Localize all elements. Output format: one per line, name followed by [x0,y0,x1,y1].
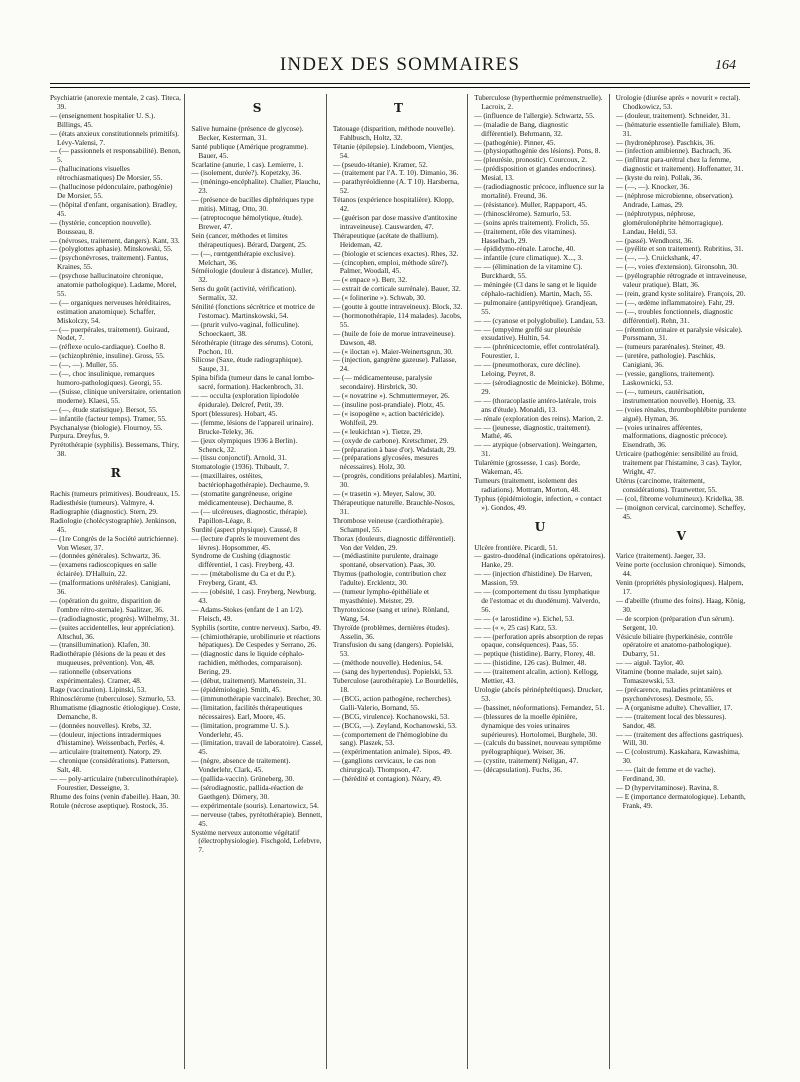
index-entry: Syphilis (sortite, contre nerveux). Sarbo, 49. [191,622,321,632]
index-entry: — (précarence, maladies printanières et psychonévroses). Desmole, 55. [615,685,732,703]
index-entry: Radiothérapie (lésions de la peau et des muqueuses, prévention). Von, 48. [50,649,166,668]
index-entry: — — (empyème greffé sur pleurésie exsudative). Hultin, 54. [474,324,582,343]
index-entry: — (— organiques nerveuses héréditaires, estimation anatomique). Schaffer, Miskolczy, 54. [50,297,171,325]
index-entry: Venin (propriétés physiologiques). Halpern, 17. [615,578,744,597]
index-entry: Rage (vaccination). Lipinski, 53. [50,685,147,694]
index-entry: — Adams-Stokes (enfant de 1 an 1/2). Fleisch, 49. [191,604,304,623]
index-entry: Thorax (douleurs, diagnostic différentiel). Von der Velden, 29. [332,533,456,552]
index-entry: — (traitement par l'A. T. 10). Dimanio, 36. [332,168,459,178]
index-entry: Sénilité (fonctions sécrétrice et motrice de l'estomac). Martinskowski, 54. [191,302,315,320]
index-entry: Urologie (abcès périnéphrétiques). Drucker, 53. [474,685,603,703]
index-entry: — pulmonaire (antipyrétique). Grandjean, 55. [474,297,598,316]
index-entry: — (chimiothérapie, urobilinurie et réactions hépatiques). De Cespedes y Serrano, 26. [191,631,321,650]
index-entry: — (infiltrat para-urétral chez la femme, diagnostic et traitement). Hoffenatter, 31. [615,155,744,174]
index-entry: — — (obésité, 1 cas). Freyberg, Newburg, 43. [191,587,316,605]
index-entry: Tumeurs (traitement, isolement des radiations). Mottram, Morton, 48. [474,475,580,494]
index-entry: Scarlatine (anurie, 1 cas). Lemierre, 1. [191,159,304,169]
index-entry: Pyrétothérapie (syphilis). Bessemans, Thiry, 38. [50,440,180,459]
index-entry: Tularémie (grossesse, 1 cas). Borde, Wakeman, 45. [474,458,580,477]
index-entry: Thyroïde (problèmes, dernières études). Asselin, 36. [332,622,450,641]
index-entry: Spina bifida (tumeur dans le canal lombo-sacré, formation). Hackenbroch, 31. [191,373,315,392]
index-column [616,94,750,1069]
index-entry: — (—, —). Cruickshank, 47. [615,253,702,263]
section-letter-heading: V [676,528,686,543]
index-entry: — (pyélographie rétrograde et intraveineuse, valeur pratique). Blatt, 36. [615,271,747,290]
index-entry: — — (comportement du tissu lymphatique de l'estomac et du duodénum). Valverdo, 56. [474,587,601,614]
index-entry: — (pallida-vaccin). Grüneberg, 30. [191,774,295,784]
index-entry: — (jeux olympiques 1936 à Berlin). Schenck, 32. [191,435,298,454]
index-entry: — chronique (considérations). Patterson, Salt, 48. [50,756,170,775]
index-entry: Sport (blessures). Hobart, 45. [191,408,278,418]
index-entry: — — (phrénicectomie, effet controlatéral). Fourestier, 1. [474,342,600,361]
index-entry: — (épidémiologie). Smith, 45. [191,685,281,694]
index-entry: — (vessie, ganglions, traitement). Laskownicki, 53. [615,369,715,387]
index-entry: — (limitation, facilités thérapeutiques nécessaires). Earl, Moore, 45. [191,702,303,721]
index-entry: Sérothérapie (titrage des sérums). Cotoni, Pochon, 10. [191,337,313,356]
index-entry: — (psychose hallucinatoire chronique, anatomie pathologique). Ladame, Morel, 55. [50,271,177,298]
index-entry: — (états anxieux constitutionnels primitifs). Lévy-Valensi, 7. [50,128,180,147]
header-rule-thin [50,87,750,88]
index-entry: — (schizophrénie, insuline). Gross, 55. [50,351,165,361]
index-entry: — (voies rénales, thrombophlébite purulente aiguë). Hyman, 36. [615,404,747,423]
index-entry: — (psychonévroses, traitement). Fantus, Kraines, 55. [50,253,169,272]
index-column [333,94,468,1069]
index-entry: — infantile (facteur temps). Tramer, 55. [50,413,167,423]
index-entry: Tatouage (disparition, méthode nouvelle). Fahlbusch, Holtz, 32. [332,123,455,142]
index-entry: — (femme, lésions de l'appareil urinaire). Brucke-Teleky, 36. [191,417,314,436]
index-entry: — (ganglions cervicaux, le cas non chirurgical). Thompson, 47. [332,756,436,775]
index-entry: Thymus (pathologie, contribution chez l'adulte). Ercklentz, 30. [332,569,447,588]
index-entry: — (données générales). Schwartz, 36. [50,551,161,561]
index-entry: Rachis (tumeurs primitives). Boudreaux, 15. [50,489,180,499]
index-entry: — (polyglottes aphasie). Minskowski, 55. [50,244,173,254]
index-entry: — (—, choc insulinique, remarques humoro-pathologiques). Georgi, 55. [50,369,163,387]
index-entry: — (kyste du rein). Pollak, 36. [615,173,703,183]
index-entry: — (Suisse, clinique universitaire, orientation moderne). Klaesi, 55. [50,386,181,405]
index-entry: Urologie (diurèse après « novurit » rectal). Chodkowicz, 53. [615,94,741,111]
index-entry: — d'abeille (rhume des foins). Haag, König, 30. [615,595,746,614]
index-entry: Urticaire (pathogénie: sensibilité au froid, traitement par l'histamine, 3 cas). Taylor, Wright, 47. [615,449,742,477]
index-entry: — gastro-duodénal (indications opératoires). Hanke, 29. [474,551,606,570]
index-entry: — (sérodiagnostic, pallida-réaction de Gaethgen). Dörnery, 30. [191,782,304,801]
index-entry: — (néphrose microbienne, observation). Andrade, Lamas, 29. [615,190,734,209]
index-entry: — (biologie et sciences exactes). Rhes, 32. [332,248,459,258]
index-entry: — (rétention urinaire et paralysie vésicale). Porssmann, 31. [615,324,743,343]
index-entry: — (BCG, action pathogène, recherches). Galli-Valerio, Bornand, 55. [332,693,452,712]
index-entry: — méningée (Cl dans le sang et le liquide céphalo-rachidien). Martin, Mach, 55. [474,280,597,298]
index-entry: — (uretère, pathologie). Paschkis, Canigiani, 36. [615,351,716,370]
index-entry: Radiesthésie (tumeurs). Valmyre, 4. [50,497,155,507]
index-entry: Psychiatrie (anorexie mentale, 2 cas). Titeca, 39. [50,94,181,111]
index-entry: — — occulta (exploration lipiodolée épidurale). Delcref, Petit, 39. [191,391,300,409]
index-entry: — (rhinosclérome). Szmurlo, 53. [474,208,572,218]
section-letter-heading: S [252,101,262,115]
index-entry: Système nerveux autonome végétatif (électrophysiologie). Fischgold, Lefebvre, 7. [191,827,322,855]
index-entry: Tétanie (épilepsie). Lindeboom, Vientjes, 54. [332,141,454,160]
index-entry: — (médiastinite purulente, drainage spontané, observation). Paas, 30. [332,551,439,570]
index-entry: — (suites accidentelles, leur appréciation). Altschul, 36. [50,622,175,641]
index-entry: Vitamine (bonne malade, sujet sain). Tomaszewski, 53. [615,667,723,686]
index-entry: Ulcère frontière. Picardi, 51. [474,542,558,552]
index-entry: — (—, voies d'extension). Gironsohn, 30. [615,262,738,272]
index-entry: Stomatologie (1936). Thibault, 7. [191,462,289,472]
index-column [50,94,185,1069]
index-entry: — (préparation à base d'or). Wadstadt, 29. [332,444,456,454]
index-entry: — (pathogénie). Pinner, 45. [474,137,556,147]
index-entry: — (nègre, absence de traitement). Vonderlehr, Clark, 45. [191,756,291,775]
index-entry: — (tissu conjonctif). Arnold, 31. [191,453,287,463]
index-entry: — (goutte à goutte intraveineux). Block, 32. [332,302,463,312]
index-entry: — (atreptocoque hémolytique, étude). Brewer, 47. [191,212,303,231]
index-entry: — (radiodiagnostic, progrès). Wilhelmy, 31. [50,613,180,623]
index-entry: — (huile de foie de morue intraveineuse). Dawson, 48. [332,328,455,347]
index-entry: — (comportement de l'hémoglobine du sang). Plaszek, 53. [332,729,448,748]
index-entry: — (soins après traitement). Frolich, 55. [474,217,590,227]
index-entry: — (BCG, virulence). Kochanowski, 53. [332,711,450,721]
index-entry: — — (histidine, 126 cas). Bulmer, 48. [474,658,587,668]
index-entry: Utérus (carcinome, traitement, considérations). Trautwetter, 55. [615,475,717,494]
index-entry: Rhumatisme (diagnostic étiologique). Coste, Demanche, 8. [50,702,181,721]
index-entry: — (névroses, traitement, dangers). Kant, 33. [50,235,180,245]
index-entry: — parathyréoïdienne (A. T 10). Harsberna, 52. [332,177,459,196]
index-entry: — (cincophen, emploi, méthode sûre?). Palmer, Woodall, 45. [332,257,449,276]
index-entry: — (moignon cervical, carcinome). Scheffey, 45. [615,502,746,521]
index-entry: Varice (traitement). Jaeger, 33. [615,551,706,561]
index-entry: — E (importance dermatologique). Lebanth, Frank, 49. [615,791,746,810]
index-entry: — (hallucinose pédonculaire, pathogénie) De Morsier, 55. [50,182,173,200]
section-letter-heading: U [534,519,546,534]
index-entry: — (« folinerine »). Schwab, 30. [332,293,426,303]
index-entry: — (bassinet, néoformations). Fernandez, 51. [474,702,605,712]
index-entry: — (maladie de Bang, diagnostic différentiel). Behrmann, 32. [474,119,569,138]
index-column [474,94,609,1069]
page-title: INDEX DES SOMMAIRES [279,54,521,75]
index-entry: — (limitation, travail de laboratoire). Cassel, 45. [191,738,323,757]
index-entry: — — (pneumothorax, cure décline). Leloing, Peyret, 8. [474,360,581,379]
index-entry: — (—, —). Muller, 55. [50,360,119,370]
index-entry: — (« enpace »). Berr, 32. [332,275,408,285]
section-letter-heading: R [110,466,121,481]
index-entry: — extrait de corticale surrénale). Bauer, 32. [332,284,461,294]
header-rule-thick [50,83,750,84]
index-entry: — (—, rœntgenthérapie exclusive). Melchart, 36. [191,248,295,267]
index-entry: — (hystérie, conception nouvelle). Bousseau, 8. [50,217,152,236]
index-entry: — (— puerpérales, traitement). Guiraud, Nodet, 7. [50,324,170,343]
index-entry: — (—, —). Knocker, 36. [615,182,690,192]
index-entry: — (traitement, rôle des vitamines). Hasselbach, 29. [474,226,577,245]
index-entry: — rationnelle (observations expérimentales). Cramer, 48. [50,667,142,686]
index-column [191,94,326,1069]
index-entry: — (isolement, durée?). Kopetzky, 36. [191,168,302,178]
index-entry: — (pleurésie, pronostic). Courcoux, 2. [474,155,587,165]
index-entry: — (hydronéphrose). Paschkis, 36. [615,137,715,147]
index-entry: — (enseignement hospitalier U. S.). Billings, 45. [50,110,156,129]
index-entry: — infantile (cure climatique). X..., 3. [474,253,584,263]
index-entry: — (immunothérapie vaccinale). Brecher, 30. [191,693,322,703]
index-entry: — (passé). Wendhorst, 36. [615,235,694,245]
index-entry: — — (perforation après absorption de repas opaque, conséquences). Paas, 55. [474,631,604,650]
index-entry: — — (élimination de la vitamine C). Burckhardt, 55. [474,262,583,281]
index-entry: — (transillumination). Klafen, 30. [50,640,151,650]
index-entry: Thérapeutique (acétate de thallium). Heideman, 42. [332,230,439,249]
index-entry: — (blessures de la moelle épinière, dynamique des voies urinaires supérieures). Hortolomei, Burghele, 30. [474,711,598,739]
index-entry: — (— médicamenteuse, paralysie secondaire). Hirsbrick, 30. [332,373,433,392]
index-entry: — A (organisme adulte). Chevallier, 17. [615,702,733,712]
index-entry: — peptique (histidine). Barry, Florey, 48. [474,649,596,659]
index-entry: — articulaire (traitement). Natorp, 29. [50,747,162,757]
index-entry: Thérapeutique naturelle. Brauchle-Nosos, 31. [332,497,455,516]
index-entry: — — (traitement alcalin, action). Kellogg, Mettier, 43. [474,667,599,686]
index-entry: — (sang des hypertendus). Popielski, 53. [332,667,453,677]
index-entry: — — (« larostidine »). Eichel, 53. [474,613,575,623]
index-entry: — (tumeur lympho-épithéliale et myasthénie). Meister, 29. [332,587,430,605]
index-entry: Rhume des foins (venin d'abeille). Haan, 30. [50,791,180,801]
index-entry: Radiographie (diagnostic). Stern, 29. [50,506,158,516]
index-entry: Thyrotoxicose (sang et urine). Rönland, Wang, 54. [332,604,450,623]
index-entry: Veine porte (occlusion chronique). Simonds, 44. [615,560,746,579]
index-entry: — (col, fibrome volumineux). Kridelka, 38. [615,493,744,503]
index-entry: — épididymo-rénale. Laroche, 40. [474,244,576,254]
index-entry: — (expérimentation animale). Sipos, 49. [332,747,452,757]
index-entry: — — (jeunesse, diagnostic, traitement). Mathé, 46. [474,422,591,441]
index-entry: — (« trasetin »). Meyer, Salow, 30. [332,489,436,499]
index-entry: — (voies urinaires afférentes, malformations, diagnostic précoce). Eisendrath, 36. [615,422,728,450]
index-entry: — (maxillaires, ostéites, bactériophagothérapie). Dechaume, 9. [191,471,310,490]
index-entry: — — atypique (observation). Weingarten, 31. [474,440,598,459]
index-entry: — (— passionnels et responsabilité). Benon, 5. [50,146,181,165]
index-entry: — — (traitement des affections gastriques). Will, 30. [615,729,744,748]
index-entry: — (hormonothérapie, 114 malades). Jacobs, 55. [332,310,462,329]
index-entry: — (hôpital d'enfant, organisation). Bradley, 45. [50,199,177,218]
index-entry: Santé publique (Amérique programme). Bauer, 45. [191,141,309,160]
index-entry: — (méthode nouvelle). Hedenius, 54. [332,658,443,668]
index-entry: — (— ulcéreuses, diagnostic, thérapie). Papillon-Léage, 8. [191,506,308,525]
index-entry: — (rein, grand kyste solitaire). François, 20. [615,288,746,298]
index-entry: — expérimentale (souris). Lenartowicz, 54. [191,800,319,810]
index-entry: — — (métabolisme du Ca et du P.). Freyberg, Grant, 43. [191,569,296,588]
index-entry: — (—, étude statistique). Bersot, 55. [50,404,158,414]
index-entry: Vésicule biliaire (hyperkinésie, contrôle opératoire et anatomo-pathologique). Dubarry, 51. [615,631,733,659]
index-entry: — (cystite, traitement) Neligan, 47. [474,756,579,766]
index-entry: — (radiodiagnostic précoce, influence sur la mortalité). Freund, 36. [474,182,604,200]
index-entry: — — (sérodiagnostic de Meinicke). Böhme, 29. [474,378,605,396]
index-entry: — (hérédité et contagion). Néary, 49. [332,774,442,784]
index-entry: — (prurit vulvo-vaginal, folliculine). Schoeckaert, 38. [191,319,300,338]
index-entry: — (résistance). Muller, Rappaport, 45. [474,199,587,209]
index-entry: — (prédisposition et glandes endocrines). Mesial, 13. [474,164,597,183]
index-entry: — (présence de bacilles diphtériques type mitis). Mittag, Otto, 30. [191,195,314,214]
index-entry: — (infection amibienne). Bachrach, 36. [615,146,732,156]
page-number: 164 [715,58,736,73]
index-entry: — (douleur, traitement). Schneider, 31. [615,110,731,120]
index-entry: — (néphrotypus, néphrose, glomérulonéphrite hémorragique). Landau, Heldi, 53. [615,208,724,236]
index-entry: — de scorpion (préparation d'un sérum). Sergent, 10. [615,613,735,632]
index-entry: Silicose (Saxe, étude radiographique). Saupe, 31. [191,355,303,374]
index-entry: Tuberculose (aurothérapie). Le Bourdellès, 18. [332,676,459,694]
index-entry: — (limitation, programme U. S.). Vonderlehr, 45. [191,720,290,739]
index-entry: Salive humaine (présence de glycose). Becker, Kesterman, 31. [191,123,304,142]
index-entry: — (stomatite gangréneuse, origine médicamenteuse). Dechaume, 8. [191,489,294,507]
index-entry: — — (traitement local des blessures). Sandor, 48. [615,711,727,730]
index-entry: — (—, œdème inflammatoire). Fahr, 29. [615,297,735,307]
index-entry: — (« novatrine »). Schmuttermeyer, 26. [332,391,450,401]
index-entry: — (lecture d'après le mouvement des lèvres). Hopsommer, 45. [191,533,300,552]
index-entry: — (préparations glycosées, mesures nécessaires). Holz, 30. [332,453,439,472]
index-entry: — (pyélite et son traitement). Rubritius, 31. [615,244,744,254]
index-entry: Transfusion du sang (dangers). Popielski, 53. [332,640,454,659]
index-entry: — rénale (exploration des reins). Marion, 2. [474,413,603,423]
index-entry: — (décapsulation). Fuchs, 36. [474,765,563,775]
index-entry: — (malformations urétérales). Canigiani, 36. [50,578,171,597]
index-entry: Tétanos (expérience hospitalière). Klopp, 42. [332,195,454,214]
index-entry: — (« isopogène », action bactéricide). Wohlfeil, 29. [332,408,445,427]
index-entry: — (—, tumeurs, cautérisation, instrumentation nouvelle). Hoenig, 33. [615,386,736,405]
index-entry: — (données nouvelles). Krebs, 32. [50,720,152,730]
index-entry: — (pseudo-tétanie). Kramer, 52. [332,159,428,169]
index-entry: — (progrès, conditions préalables). Martini, 30. [332,471,462,490]
index-entry: — (1re Congrès de la Société autrichienne). Von Wieser, 37. [50,533,179,552]
index-entry: Typhus (épidémiologie, infection, « contact »). Gondos, 49. [474,493,602,512]
index-entry: — (méningo-encéphalite). Chalier, Plauchu, 23. [191,177,321,196]
index-entry: — — (« », 25 cas) Katz, 53. [474,622,557,632]
index-entry: Rhinosclérome (tuberculose). Szmurlo, 53. [50,693,176,703]
section-letter-heading: T [394,101,403,115]
index-entry: — (début, traitement). Martenstein, 31. [191,676,307,686]
index-entry: — (calculs du bassinet, nouveau symptôme pyélographique). Weiser, 36. [474,738,602,757]
index-entry: — (douleur, injections intradermiques d'histamine). Weissenbach, Perlès, 4. [50,729,165,748]
index-entry: — (« iloctan »). Maier-Weinertsgrun, 30. [332,346,453,356]
index-entry: — (insuline post-prandiale). Plotz, 45. [332,400,445,409]
index-entry: — (opération du goitre, disparition de l'ombre rétro-sternale). Saalitzer, 36. [50,595,164,614]
index-entry: Surdité (aspect physique). Caussé, 8 [191,524,298,534]
index-entry: — (injection, gangrène gazeuse). Pallasse, 24. [332,355,457,374]
index-entry: — (réflexe oculo-cardiaque). Coelho 8. [50,342,166,352]
index-entry: — (—, troubles fonctionnels, diagnostic différentiel). Rehn, 31. [615,306,734,325]
index-entry: — (hallucinations visuelles rétrochiasmatiques) De Morsier, 55. [50,164,163,183]
index-entry: Radiologie (cholécystographie). Jenkinson, 45. [50,515,177,534]
index-entry: Thrombose veineuse (cardiothérapie). Schampel, 55. [332,515,444,534]
index-entry: Psychanalyse (biologie). Flournoy, 55. [50,422,163,432]
index-entry: Rotule (nécrose aseptique). Rostock, 35. [50,800,169,810]
index-entry: — — poly-articulaire (tuberculinothérapie). Fourestier, Desseigne, 3. [50,774,179,792]
index-entry: Sens du goût (activité, vérification). Sermalix, 32. [191,284,297,303]
index-entry: — (oxyde de carbone). Kretschmer, 29. [332,435,449,445]
index-entry: — (influence de l'allergie). Schwartz, 55. [474,110,595,120]
index-entry: — — (lait de femme et de vache). Ferdinand, 30. [615,765,716,784]
index-entry: — — (cyanose et polyglobulie). Landau, 53. [474,315,605,325]
index-entry: — nerveuse (tabes, pyrétothérapie). Bennett, 45. [191,809,323,828]
index-entry: Purpura. Dreyfus, 9. [50,431,110,441]
index-entry: — D (hypervitaminose). Ravina, 8. [615,782,719,792]
index-entry: Tuberculose (hyperthermie prémenstruelle). Lacroix, 2. [474,94,603,111]
index-entry: — — (injection d'histidine). De Harven, Massion, 59. [474,569,593,588]
index-entry: Syndrome de Cushing (diagnostic différentiel, 1 cas). Freyberg, 43. [191,551,295,570]
index-columns [50,94,750,1069]
index-entry: — (physiopathogénie des lésions). Pons, 8. [474,146,601,156]
index-entry: — (tumeurs pararénales). Steiner, 49. [615,342,725,352]
index-entry: — (examens radioscopiques en salle éclairée). D'Halluin, 22. [50,560,157,579]
index-entry: — (BCG, —). Zeyland, Kochanowski, 53. [332,720,457,730]
index-entry: — — (thoracoplastie antéro-latérale, trois ans d'étude). Monaldi, 13. [474,395,597,414]
index-entry: Sein (cancer, méthodes et limites thérapeutiques). Bérard, Dargent, 25. [191,230,307,249]
index-entry: — C (colostrum). Kaskahara, Kawashima, 30. [615,747,740,766]
index-entry: — (diagnostic dans le liquide céphalo-rachidien, méthodes, comparaison). Bering, 29. [191,649,305,677]
index-entry: Séméiologie (douleur à distance). Muller, 32. [191,266,313,285]
index-entry: — (guérison par dose massive d'antitoxine intraveineuse). Causwarden, 47. [332,212,458,231]
index-entry: — (« leukichtan »). Tietze, 29. [332,426,423,436]
index-entry: — (hématurie essentielle familiale). Blum, 31. [615,119,741,138]
index-entry: — — aiguë. Taylor, 40. [615,658,685,668]
